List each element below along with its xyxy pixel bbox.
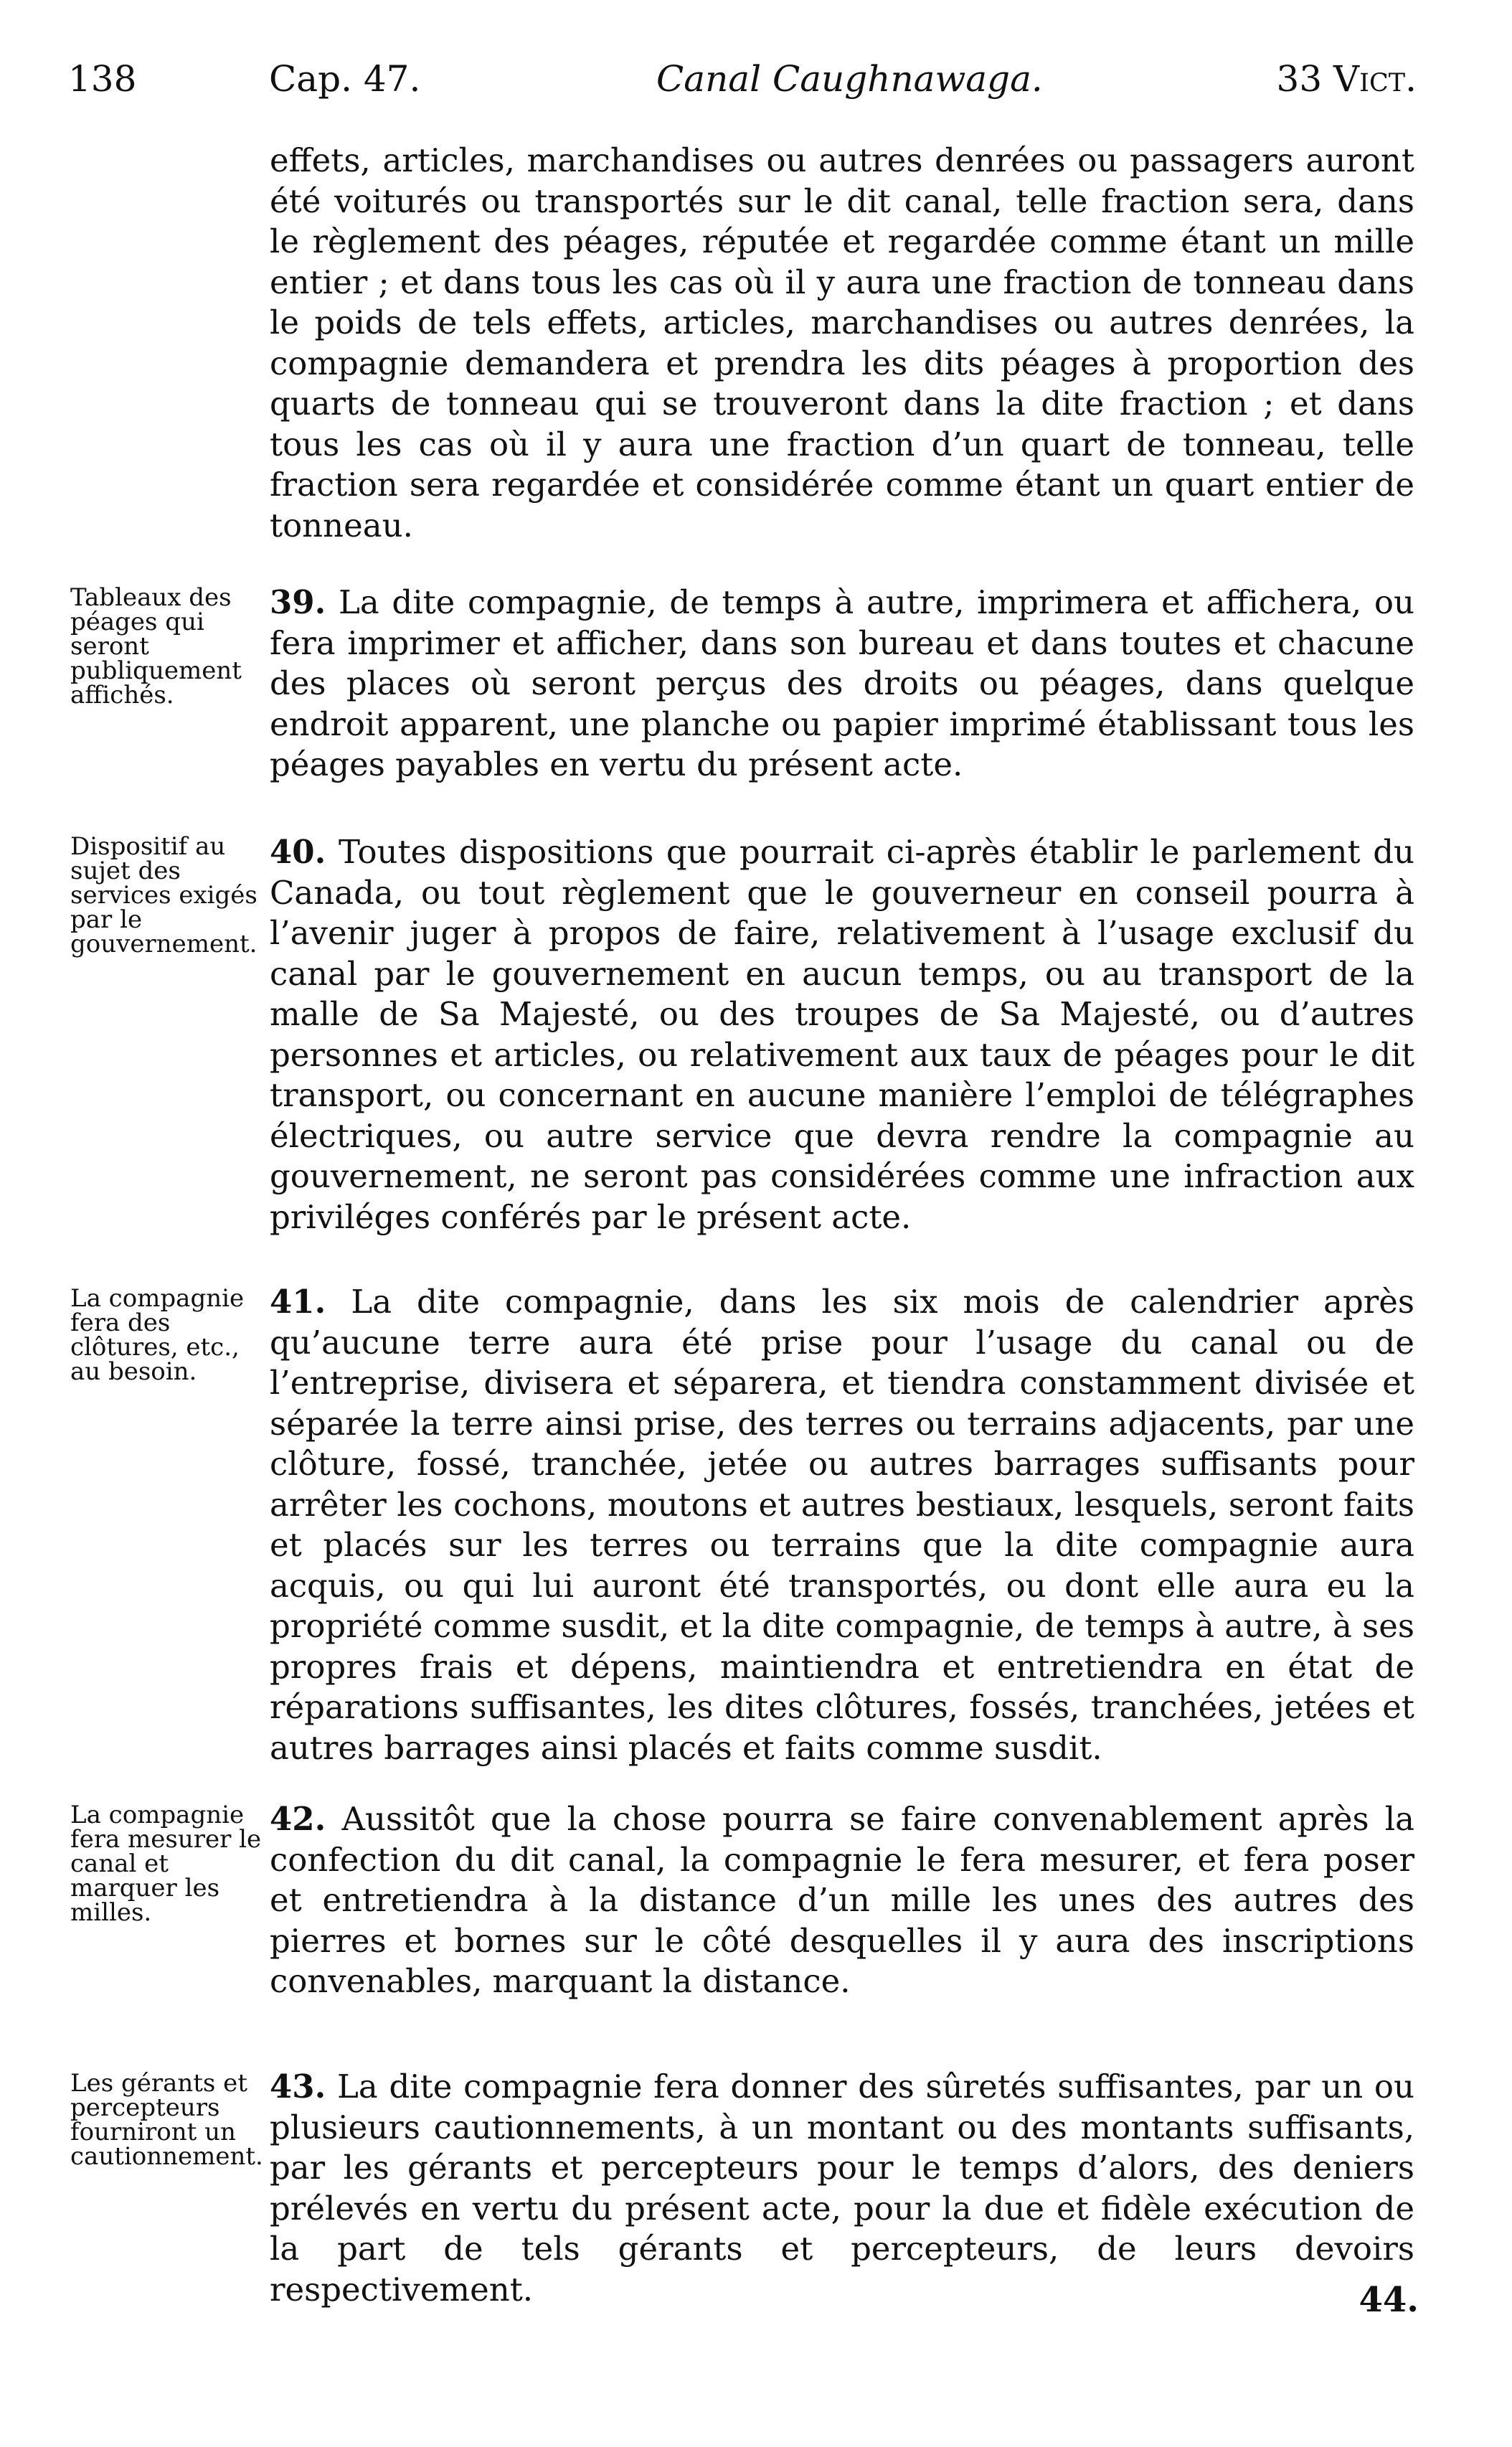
section-41 — [270, 1282, 1414, 1768]
section-number: 43. — [270, 2068, 326, 2106]
section-paragraph — [270, 832, 1414, 1237]
section-text: La dite compagnie, dans les six mois de calendrier après qu’aucune terre aura été prise pour l’usage du canal ou de l’entreprise, divisera et séparera, et tiendra constamment divisée et séparée la terre ainsi prise, des terres ou terrains adjacents, par une clôture, fossé, tranchée, jetée ou autres barrages suffisants pour arrêter les cochons, moutons et autres bestiaux, lesquels, seront faits et placés sur les terres ou terrains que la dite compagnie aura acquis, ou qui lui auront été transportés, ou dont elle aura eu la propriété comme susdit, et la dite compagnie, de temps à autre, à ses propres frais et dépens, maintiendra et entretiendra en état de réparations suffisantes, les dites clôtures, fossés, tranchées, jetées et autres barrages ainsi placés et faits comme susdit. — [270, 1283, 1414, 1767]
section-text: La dite compagnie fera donner des sûretés suffisantes, par un ou plusieurs cautionnements, à un montant ou des montants suffisants, par les gérants et percepteurs pour le temps d’alors, des deniers prélevés en vertu du présent acte, pour la due et fidèle exécution de la part de tels gérants et percepteurs, de leurs devoirs respectivement. — [270, 2068, 1414, 2309]
section-text: Aussitôt que la chose pourra se faire convenablement après la confection du dit canal, la compagnie le fera mesurer, et fera poser et entretiendra à la distance d’un mille les unes des autres des pierres et bornes sur le côté desquelles il y aura des inscriptions convenables, marquant la distance. — [270, 1800, 1414, 2000]
section-paragraph — [270, 1799, 1414, 2002]
section-text: Toutes dispositions que pourrait ci-après établir le parlement du Canada, ou tout règlement que le gouverneur en conseil pourra à l’avenir juger à propos de faire, relativement à l’usage exclusif du canal par le gouvernement en aucun temps, ou au transport de la malle de Sa Majesté, ou des troupes de Sa Majesté, ou d’autres personnes et articles, ou relativement aux taux de péages pour le dit transport, ou concernant en aucune manière l’emploi de télégraphes électriques, ou autre service que devra rendre la compagnie au gouvernement, ne seront pas considérées comme une infraction aux priviléges conférés par le présent acte. — [270, 833, 1414, 1236]
running-header — [68, 50, 1417, 108]
margin-note-43: Les gérants et percepteurs fourniront un cautionnement. — [70, 2069, 263, 2171]
section-paragraph — [270, 1282, 1414, 1768]
section-number: 40. — [270, 833, 326, 871]
regnal-year: 33 Vict. — [1276, 58, 1417, 100]
section-39 — [270, 583, 1414, 786]
section-40 — [270, 832, 1414, 1237]
margin-note-41: La compagnie fera des clôtures, etc., au besoin. — [70, 1284, 245, 1386]
section-paragraph — [270, 583, 1414, 786]
section-number: 42. — [270, 1800, 326, 1838]
section-number: 39. — [270, 583, 326, 621]
section-number: 41. — [270, 1283, 326, 1321]
section-42 — [270, 1799, 1414, 2002]
section-43 — [270, 2067, 1414, 2310]
continuation-text: effets, articles, marchandises ou autres denrées ou passagers auront été voiturés ou transportés sur le dit canal, telle fraction sera, dans le règlement des péages, réputée et regardée comme étant un mille entier ; et dans tous les cas où il y aura une fraction de tonneau dans le poids de tels effets, articles, marchandises ou autres denrées, la compagnie demandera et prendra les dits péages à proportion des quarts de tonneau qui se trouveront dans la dite fraction ; et dans tous les cas où il y aura une fraction d’un quart de tonneau, telle fraction sera regardée et considérée comme étant un quart entier de tonneau. — [270, 141, 1414, 544]
section-paragraph — [270, 2067, 1414, 2310]
running-title: Canal Caughnawaga. — [656, 58, 1043, 100]
margin-note-39: Tableaux des péages qui seront publiquement affichés. — [70, 583, 242, 709]
section-text: La dite compagnie, de temps à autre, imprimera et affichera, ou fera imprimer et afficher, dans son bureau et dans toutes et chacune des places où seront perçus des droits ou péages, dans quelque endroit apparent, une planche ou papier imprimé établissant tous les péages payables en vertu du présent acte. — [270, 583, 1414, 783]
chapter-label: Cap. 47. — [269, 58, 421, 100]
margin-note-42: La compagnie fera mesurer le canal et marquer les milles. — [70, 1801, 262, 1927]
continuation-paragraph — [270, 141, 1414, 546]
margin-note-40: Dispositif au sujet des services exigés par le gouvernement. — [70, 832, 257, 958]
catchword: 44. — [1359, 2280, 1419, 2320]
page-number: 138 — [68, 58, 137, 100]
